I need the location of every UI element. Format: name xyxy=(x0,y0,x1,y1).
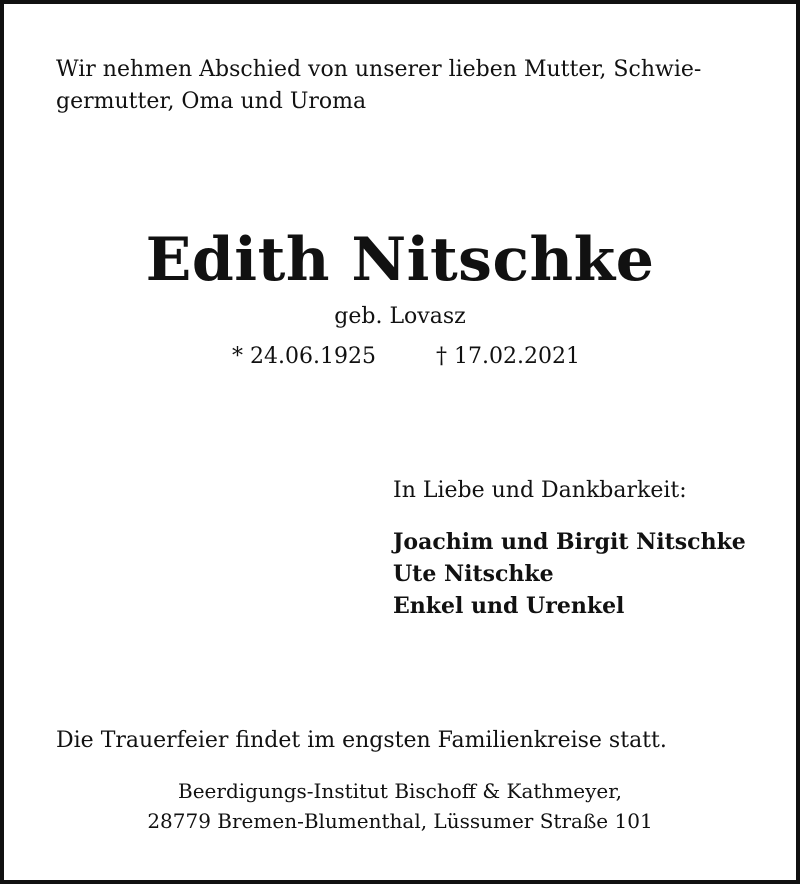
undertaker-info xyxy=(4,776,796,836)
deceased-name: Edith Nitschke xyxy=(145,225,655,295)
mourners-list xyxy=(393,526,793,622)
birth-name: geb. Lovasz xyxy=(334,304,466,329)
life-dates xyxy=(4,342,796,372)
undertaker-line-1: Beerdigungs-Institut Bischoff & Kathmeyer, xyxy=(178,779,622,803)
mourners-block xyxy=(393,476,793,622)
mourners-intro: In Liebe und Dankbarkeit: xyxy=(393,478,687,503)
mourner-name: Joachim und Birgit Nitschke xyxy=(393,529,746,555)
intro-line-2: germutter, Oma und Uroma xyxy=(56,89,367,114)
death-date: † 17.02.2021 xyxy=(436,344,580,369)
birth-date: * 24.06.1925 xyxy=(232,344,376,369)
mourner-name: Enkel und Urenkel xyxy=(393,593,625,619)
mourner-name: Ute Nitschke xyxy=(393,561,554,587)
intro-text xyxy=(56,54,756,118)
intro-line-1: Wir nehmen Abschied von unserer lieben Mutter, Schwie- xyxy=(56,57,702,82)
funeral-note: Die Trauerfeier findet im engsten Familienkreise statt. xyxy=(56,728,667,753)
undertaker-line-2: 28779 Bremen-Blumenthal, Lüssumer Straße 101 xyxy=(147,809,653,833)
